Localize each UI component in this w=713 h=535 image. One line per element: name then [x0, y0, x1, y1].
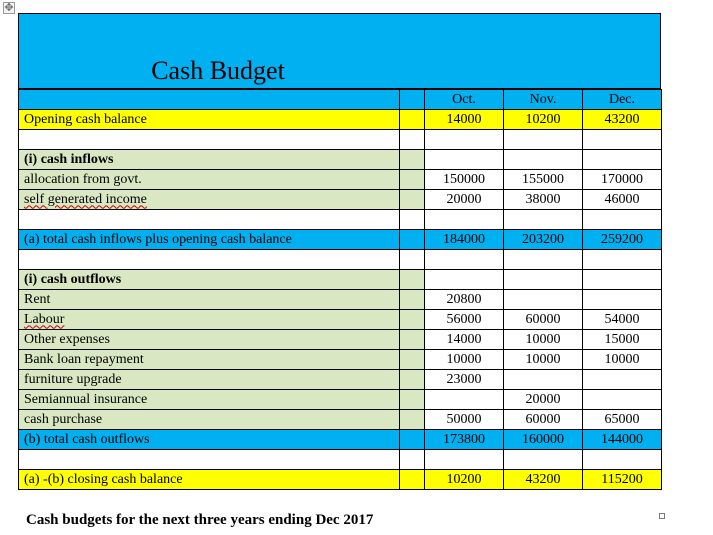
table-row	[19, 330, 662, 350]
cell-value	[504, 370, 583, 390]
cell-value: 60000	[504, 310, 583, 330]
budget-grid	[18, 89, 662, 490]
month-header-row	[19, 90, 662, 110]
cell-value: 20000	[425, 190, 504, 210]
month-dec: Dec.	[583, 90, 662, 110]
cell-value: 10000	[504, 350, 583, 370]
cell-value: 60000	[504, 410, 583, 430]
row-label: Bank loan repayment	[19, 350, 400, 370]
table-row	[19, 310, 662, 330]
cell-value: 155000	[504, 170, 583, 190]
cell-value: 150000	[425, 170, 504, 190]
cell-value: 15000	[583, 330, 662, 350]
cell-value: 56000	[425, 310, 504, 330]
table-caption: Cash budgets for the next three years ending Dec 2017	[26, 512, 374, 528]
row-label: Other expenses	[19, 330, 400, 350]
cell-value: 20000	[504, 390, 583, 410]
row-label: Semiannual insurance	[19, 390, 400, 410]
cell-value: 160000	[504, 430, 583, 450]
page-title: Cash Budget	[151, 56, 285, 85]
spacer-row	[19, 450, 662, 470]
cell-value: 46000	[583, 190, 662, 210]
row-label: Labour	[19, 310, 400, 330]
month-oct: Oct.	[425, 90, 504, 110]
table-row	[19, 410, 662, 430]
section-heading: (i) cash outflows	[19, 270, 400, 290]
cell-value: 10200	[425, 470, 504, 490]
cell-value: 43200	[583, 110, 662, 130]
table-row	[19, 110, 662, 130]
cell-value: 65000	[583, 410, 662, 430]
row-label: (a) total cash inflows plus opening cash balance	[19, 230, 400, 250]
cell-value: 259200	[583, 230, 662, 250]
section-heading: (i) cash inflows	[19, 150, 400, 170]
cash-budget-table	[18, 13, 661, 490]
cell-value: 203200	[504, 230, 583, 250]
table-row	[19, 150, 662, 170]
cell-value: 173800	[425, 430, 504, 450]
cell-value: 184000	[425, 230, 504, 250]
table-move-handle-icon[interactable]: ✥	[4, 1, 14, 14]
title-band	[18, 13, 661, 89]
cell-value: 38000	[504, 190, 583, 210]
cell-value: 115200	[583, 470, 662, 490]
table-row	[19, 430, 662, 450]
row-label: (b) total cash outflows	[19, 430, 400, 450]
cell-value: 144000	[583, 430, 662, 450]
row-label: Opening cash balance	[19, 110, 400, 130]
cell-value: 23000	[425, 370, 504, 390]
spacer-row	[19, 210, 662, 230]
month-nov: Nov.	[504, 90, 583, 110]
cell-value: 170000	[583, 170, 662, 190]
table-row	[19, 170, 662, 190]
row-label: cash purchase	[19, 410, 400, 430]
table-row	[19, 190, 662, 210]
cell-value: 54000	[583, 310, 662, 330]
cell-value	[583, 390, 662, 410]
cell-value: 43200	[504, 470, 583, 490]
cell-value	[504, 290, 583, 310]
row-label: self generated income	[19, 190, 400, 210]
table-row	[19, 470, 662, 490]
spacer-row	[19, 250, 662, 270]
resize-handle-icon[interactable]	[659, 513, 665, 519]
spacer-row	[19, 130, 662, 150]
cell-value: 10000	[583, 350, 662, 370]
cell-value	[425, 390, 504, 410]
cell-value: 50000	[425, 410, 504, 430]
table-row	[19, 270, 662, 290]
row-label: allocation from govt.	[19, 170, 400, 190]
cell-value: 14000	[425, 110, 504, 130]
table-row	[19, 350, 662, 370]
cell-value: 14000	[425, 330, 504, 350]
table-row	[19, 230, 662, 250]
cell-value	[583, 290, 662, 310]
cell-value: 20800	[425, 290, 504, 310]
cell-value: 10000	[425, 350, 504, 370]
table-row	[19, 390, 662, 410]
cell-value: 10000	[504, 330, 583, 350]
row-label: Rent	[19, 290, 400, 310]
row-label: furniture upgrade	[19, 370, 400, 390]
cell-value	[583, 370, 662, 390]
row-label: (a) -(b) closing cash balance	[19, 470, 400, 490]
table-row	[19, 370, 662, 390]
table-row	[19, 290, 662, 310]
cell-value: 10200	[504, 110, 583, 130]
